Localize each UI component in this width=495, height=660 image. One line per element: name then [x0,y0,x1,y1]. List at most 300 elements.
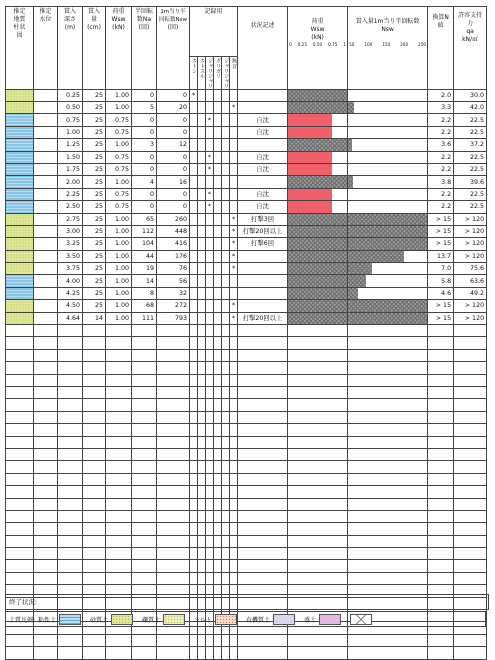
record-mark-cell [222,374,230,386]
table-row [6,424,487,436]
legend-swatch [273,614,295,625]
soil-column-cell [6,486,34,498]
nsw-bar-cell [348,362,428,374]
remark-cell: 自沈 [238,126,288,138]
record-mark-cell [206,461,214,473]
record-mark-cell [222,176,230,188]
half-turn-cell [132,337,157,349]
remark-cell [238,337,288,349]
table-row [6,89,487,101]
nsw-bar-cell [348,188,428,200]
record-mark-cell [222,188,230,200]
nsw-bar-cell [348,634,428,646]
load-cell: 1.00 [106,89,132,101]
penetration-cell: 25 [83,287,106,299]
load-bar [288,226,347,237]
penetration-cell [83,448,106,460]
record-mark-cell [190,349,198,361]
penetration-cell: 25 [83,213,106,225]
load-bar-cell [288,151,348,163]
bearing-capacity-cell: > 120 [454,312,487,324]
record-mark-cell [214,102,222,114]
soil-column-cell [6,287,34,299]
record-mark-cell [222,510,230,522]
penetration-cell: 25 [83,263,106,275]
legend-label: 有機質土 [245,616,270,624]
record-mark-cell [198,362,206,374]
record-mark-cell [230,374,238,386]
depth-cell [58,362,83,374]
water-level-cell [34,523,58,535]
record-mark-cell [190,473,198,485]
nsw-bar-cell [348,535,428,547]
remark-cell [238,523,288,535]
record-mark-cell [198,473,206,485]
penetration-cell [83,486,106,498]
record-mark-cell [206,213,214,225]
half-turn-cell [132,498,157,510]
record-mark-cell [198,201,206,213]
remark-cell [238,102,288,114]
bearing-capacity-cell: 49.2 [454,287,487,299]
soil-column-cell [6,213,34,225]
record-mark-cell [230,498,238,510]
soil-column-cell [6,300,34,312]
record-col-header-5: 無音 [230,57,238,90]
depth-cell: 0.50 [58,102,83,114]
record-mark-cell [190,163,198,175]
bearing-capacity-cell: 42.0 [454,102,487,114]
depth-cell: 4.25 [58,287,83,299]
record-mark-cell [214,535,222,547]
bearing-capacity-cell [454,486,487,498]
bearing-capacity-cell: 63.6 [454,275,487,287]
water-level-cell [34,548,58,560]
record-mark-cell [190,461,198,473]
record-mark-cell [190,535,198,547]
load-cell: 0.75 [106,151,132,163]
n-value-cell: 3.8 [428,176,454,188]
nsw-bar-cell [348,114,428,126]
bearing-capacity-cell [454,560,487,572]
soil-column-cell [6,238,34,250]
record-mark-cell [230,114,238,126]
table-row [6,238,487,250]
depth-cell: 3.75 [58,263,83,275]
remark-cell: 自沈 [238,151,288,163]
record-mark-cell [230,362,238,374]
record-mark-cell [230,411,238,423]
table-row [6,436,487,448]
header-half-turn-column: 半回転数Na (回) [132,7,157,90]
soil-column-cell [6,399,34,411]
load-bar-cell [288,448,348,460]
soil-column-cell [6,89,34,101]
remark-cell [238,89,288,101]
bearing-capacity-cell [454,362,487,374]
remark-cell [238,386,288,398]
load-cell [106,411,132,423]
record-mark-cell [198,411,206,423]
load-cell [106,424,132,436]
remark-cell [238,424,288,436]
record-mark-cell [214,647,222,659]
record-mark-cell [230,634,238,646]
record-mark-cell [206,399,214,411]
record-mark-cell [222,436,230,448]
record-mark-cell [190,560,198,572]
n-value-cell [428,535,454,547]
table-row [6,337,487,349]
record-mark-cell [198,89,206,101]
load-cell [106,535,132,547]
remark-cell [238,250,288,262]
half-turn-cell [132,411,157,423]
record-mark-cell [190,548,198,560]
load-cell [106,436,132,448]
load-bar-cell [288,634,348,646]
half-turn-cell [132,535,157,547]
load-bar-cell [288,436,348,448]
load-bar [288,214,347,225]
nsw-cell [157,548,190,560]
record-mark-cell [214,436,222,448]
record-mark-cell: * [230,250,238,262]
record-mark-cell [206,572,214,584]
n-value-cell: > 15 [428,213,454,225]
bearing-capacity-cell: 37.2 [454,139,487,151]
water-level-cell [34,102,58,114]
nsw-bar-cell [348,300,428,312]
load-bar [288,139,347,150]
water-level-cell [34,163,58,175]
load-cell [106,325,132,337]
nsw-bar-cell [348,151,428,163]
load-cell [106,523,132,535]
depth-cell [58,498,83,510]
record-mark-cell [198,461,206,473]
record-mark-cell [206,424,214,436]
record-mark-cell [230,325,238,337]
record-mark-cell [222,139,230,151]
half-turn-cell: 8 [132,287,157,299]
record-mark-cell [222,275,230,287]
header-remarks-column: 状況記述 [238,7,288,90]
nsw-bar-cell [348,572,428,584]
nsw-bar-cell [348,238,428,250]
nsw-bar-cell [348,225,428,237]
soil-column-cell [6,250,34,262]
soil-column-cell [6,275,34,287]
n-value-cell [428,349,454,361]
record-mark-cell [222,411,230,423]
header-depth-column: 貫入深さ (m) [58,7,83,90]
soil-column-cell [6,498,34,510]
penetration-cell: 25 [83,126,106,138]
record-mark-cell [190,436,198,448]
record-mark-cell: * [230,300,238,312]
header-nsw-column: 1m当り半回転数Nsw (回) [157,7,190,90]
nsw-cell [157,523,190,535]
legend-title: 土質凡例: [9,616,36,624]
record-mark-cell [230,399,238,411]
record-mark-cell [206,510,214,522]
remark-cell [238,349,288,361]
end-status-row [5,594,489,610]
water-level-cell [34,126,58,138]
record-mark-cell [222,213,230,225]
table-row [6,374,487,386]
water-level-cell [34,510,58,522]
soil-column-cell [6,436,34,448]
load-scale-tick: 0.50 [312,42,323,47]
half-turn-cell [132,473,157,485]
record-mark-cell [222,448,230,460]
legend-label: 砂質土 [90,616,109,624]
record-mark-cell [222,548,230,560]
water-level-cell [34,486,58,498]
load-cell [106,486,132,498]
soil-column-cell [6,362,34,374]
nsw-cell [157,461,190,473]
nsw-bar [348,176,353,187]
half-turn-cell: 19 [132,263,157,275]
record-mark-cell [198,572,206,584]
record-mark-cell [230,188,238,200]
penetration-cell: 25 [83,238,106,250]
penetration-cell [83,424,106,436]
remark-cell [238,374,288,386]
load-cell [106,572,132,584]
nsw-cell [157,473,190,485]
record-mark-cell [222,572,230,584]
load-cell [106,560,132,572]
remark-cell: 自沈 [238,201,288,213]
record-mark-cell [222,238,230,250]
n-value-cell: 2.2 [428,201,454,213]
load-cell: 1.00 [106,213,132,225]
water-level-cell [34,498,58,510]
n-value-cell [428,523,454,535]
record-mark-cell [214,312,222,324]
record-mark-cell [214,151,222,163]
record-mark-cell: * [230,263,238,275]
record-mark-cell: * [230,213,238,225]
depth-cell [58,486,83,498]
water-level-cell [34,473,58,485]
load-cell: 1.00 [106,102,132,114]
water-level-cell [34,225,58,237]
record-mark-cell [222,312,230,324]
record-mark-cell [214,349,222,361]
table-row [6,523,487,535]
record-mark-cell [222,300,230,312]
remark-cell [238,275,288,287]
record-mark-cell [190,188,198,200]
half-turn-cell [132,448,157,460]
half-turn-cell: 0 [132,163,157,175]
nsw-bar [348,251,404,262]
remark-cell [238,176,288,188]
record-mark-cell [206,386,214,398]
penetration-cell [83,337,106,349]
record-mark-cell [222,102,230,114]
remark-cell: 打撃6回 [238,238,288,250]
nsw-cell: 0 [157,114,190,126]
n-value-cell [428,337,454,349]
record-mark-cell [190,572,198,584]
penetration-cell [83,560,106,572]
bearing-capacity-cell [454,523,487,535]
table-row [6,473,487,485]
bearing-capacity-cell [454,548,487,560]
n-value-cell [428,461,454,473]
load-cell: 1.00 [106,263,132,275]
record-mark-cell [190,362,198,374]
half-turn-cell: 0 [132,89,157,101]
nsw-scale-tick: 150 [382,42,391,47]
water-level-cell [34,399,58,411]
remark-cell [238,634,288,646]
table-row [6,498,487,510]
record-mark-cell [190,126,198,138]
record-mark-cell [198,312,206,324]
load-cell: 1.00 [106,287,132,299]
table-row [6,461,487,473]
record-mark-cell [190,176,198,188]
record-mark-cell [214,225,222,237]
record-mark-cell [206,349,214,361]
load-bar [288,189,332,200]
penetration-cell [83,374,106,386]
record-mark-cell [190,102,198,114]
table-row [6,102,487,114]
table-row [6,535,487,547]
depth-cell: 3.25 [58,238,83,250]
n-value-cell: > 15 [428,238,454,250]
table-row [6,225,487,237]
n-value-cell [428,411,454,423]
soil-column-cell [6,337,34,349]
remark-cell [238,139,288,151]
record-mark-cell [190,287,198,299]
record-mark-cell [214,263,222,275]
record-mark-cell [198,275,206,287]
soil-column-cell [6,572,34,584]
depth-cell [58,337,83,349]
water-level-cell [34,647,58,659]
remark-cell [238,560,288,572]
bearing-capacity-cell: > 120 [454,213,487,225]
table-row [6,275,487,287]
load-bar-cell [288,424,348,436]
water-level-cell [34,325,58,337]
header-water-column: 推定水位 [34,7,58,90]
record-mark-cell [198,436,206,448]
remark-cell [238,548,288,560]
nsw-scale-tick: 100 [364,42,373,47]
soil-column-cell [6,139,34,151]
record-mark-cell [190,139,198,151]
remark-cell [238,448,288,460]
bearing-capacity-cell [454,448,487,460]
record-col-header-0: ストン [190,57,198,90]
load-cell: 1.00 [106,300,132,312]
water-level-cell [34,560,58,572]
soil-column-cell [6,325,34,337]
depth-cell [58,510,83,522]
soil-column-cell [6,126,34,138]
soil-column-cell [6,163,34,175]
record-mark-cell [206,225,214,237]
soil-column-cell [6,560,34,572]
load-bar-cell [288,126,348,138]
half-turn-cell: 112 [132,225,157,237]
nsw-cell [157,349,190,361]
nsw-cell: 176 [157,250,190,262]
penetration-cell [83,349,106,361]
n-value-cell [428,647,454,659]
nsw-bar [348,263,372,274]
penetration-cell [83,461,106,473]
water-level-cell [34,114,58,126]
depth-cell: 4.50 [58,300,83,312]
record-mark-cell [198,287,206,299]
load-bar-cell [288,176,348,188]
half-turn-cell: 65 [132,213,157,225]
record-mark-cell [222,89,230,101]
load-cell: 0.75 [106,163,132,175]
soil-column-cell [6,461,34,473]
table-row [6,176,487,188]
half-turn-cell: 0 [132,114,157,126]
record-mark-cell: * [230,312,238,324]
record-mark-cell [206,337,214,349]
record-mark-cell: * [206,114,214,126]
load-cell [106,634,132,646]
soil-column-cell [6,201,34,213]
penetration-cell: 25 [83,188,106,200]
n-value-cell: 2.2 [428,126,454,138]
load-bar-cell [288,102,348,114]
nsw-cell [157,634,190,646]
half-turn-cell [132,362,157,374]
legend-label: 礫質土 [142,616,161,624]
half-turn-cell: 44 [132,250,157,262]
record-mark-cell [198,337,206,349]
half-turn-cell [132,523,157,535]
penetration-cell: 25 [83,139,106,151]
n-value-cell: 4.6 [428,287,454,299]
load-bar-cell [288,647,348,659]
record-mark-cell [190,225,198,237]
bearing-capacity-cell [454,634,487,646]
load-bar [288,127,332,138]
load-cell: 0.75 [106,114,132,126]
record-mark-cell [190,337,198,349]
penetration-cell [83,436,106,448]
nsw-cell [157,325,190,337]
nsw-cell [157,411,190,423]
table-row [6,560,487,572]
nsw-bar-cell [348,275,428,287]
n-value-cell [428,486,454,498]
load-cell: 1.00 [106,238,132,250]
record-mark-cell [206,263,214,275]
nsw-cell [157,535,190,547]
record-mark-cell [190,250,198,262]
record-mark-cell [230,523,238,535]
